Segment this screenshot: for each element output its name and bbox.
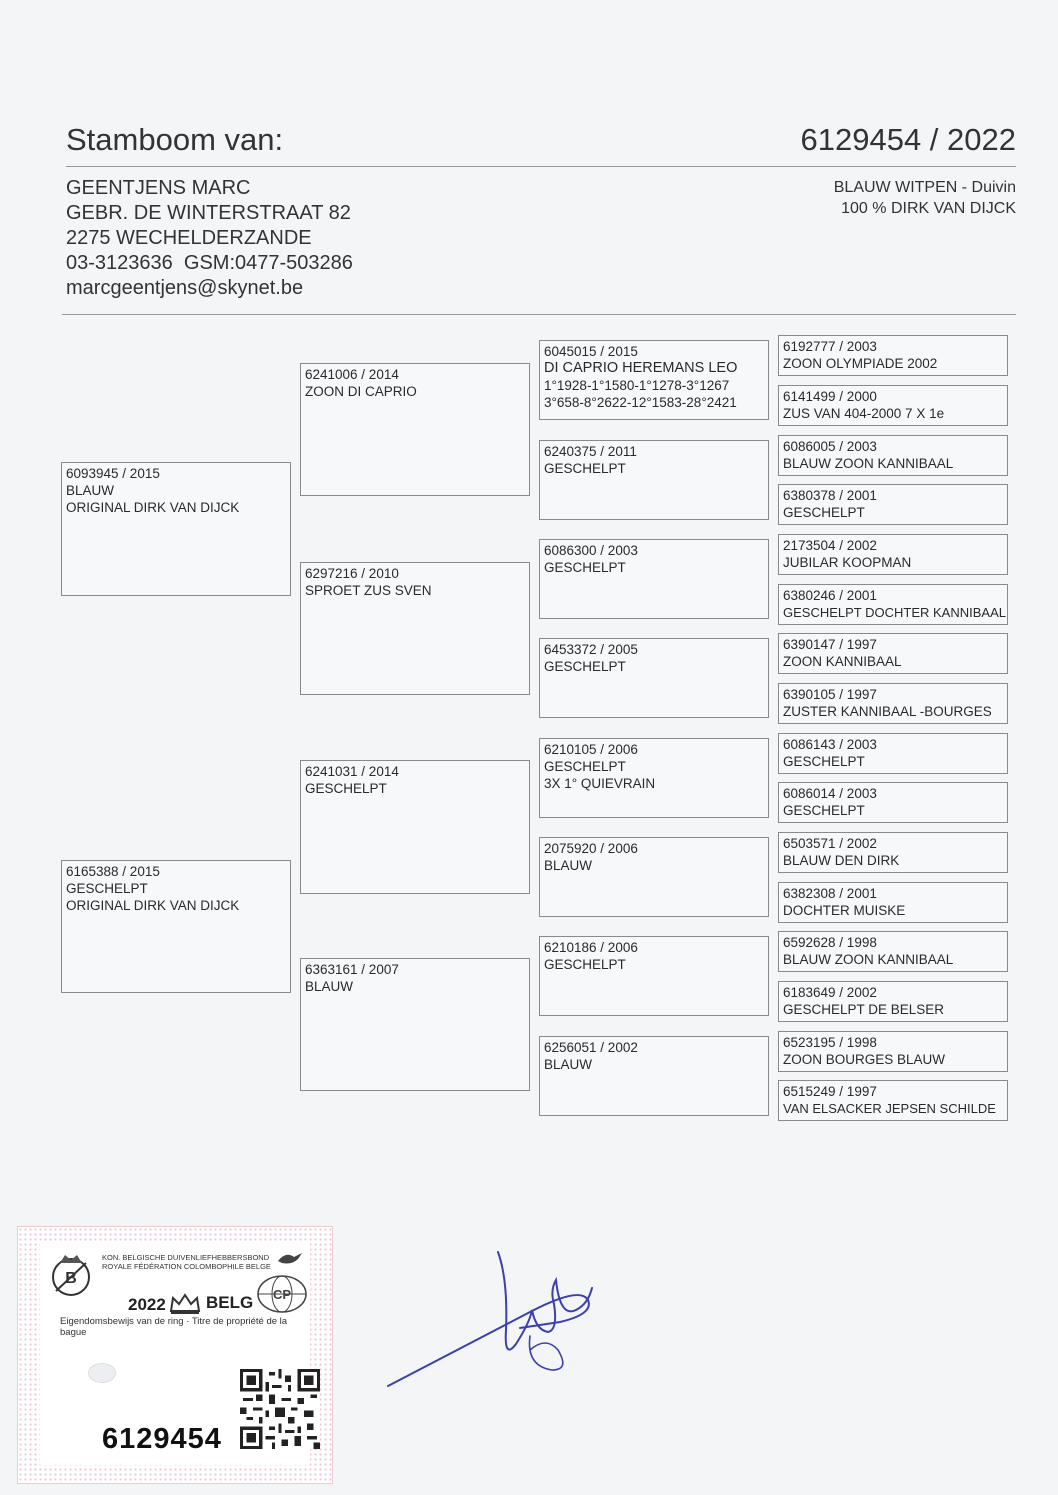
pedigree-box-great-great-grandparent xyxy=(778,385,1008,426)
ring-number: 2173504 / 2002 xyxy=(783,538,877,553)
box-line: DI CAPRIO HEREMANS LEO xyxy=(544,360,738,376)
ring-number: 6210186 / 2006 xyxy=(544,940,638,955)
pedigree-box-great-great-grandparent xyxy=(778,584,1008,625)
pedigree-box-great-great-grandparent xyxy=(778,882,1008,923)
ring-caption: Eigendomsbewijs van de ring · Titre de propriété de la bague xyxy=(60,1316,288,1338)
ring-number: 6210105 / 2006 xyxy=(544,742,638,757)
pedigree-box-great-great-grandparent xyxy=(778,931,1008,972)
ring-number: 6380246 / 2001 xyxy=(783,588,877,603)
box-line: ZOON DI CAPRIO xyxy=(305,384,417,399)
ring-number: 6256051 / 2002 xyxy=(544,1040,638,1055)
box-line: GESCHELPT xyxy=(783,505,865,520)
pedigree-box-great-great-grandparent xyxy=(778,1080,1008,1121)
pedigree-box-great-grandparent xyxy=(539,837,769,917)
crown-icon xyxy=(168,1291,202,1315)
box-line: JUBILAR KOOPMAN xyxy=(783,555,912,570)
ring-number: 6183649 / 2002 xyxy=(783,985,877,1000)
pedigree-box-great-grandparent xyxy=(539,936,769,1016)
ring-number: 6086300 / 2003 xyxy=(544,543,638,558)
ring-card-inner xyxy=(40,1241,310,1465)
pedigree-box-great-great-grandparent xyxy=(778,782,1008,823)
pedigree-box-grandparent xyxy=(300,562,530,695)
box-line: ZUSTER KANNIBAAL -BOURGES xyxy=(783,704,992,719)
signature xyxy=(380,1240,620,1390)
ring-number: 6086005 / 2003 xyxy=(783,439,877,454)
federation-names xyxy=(102,1253,271,1271)
ring-number: 6523195 / 1998 xyxy=(783,1035,877,1050)
owner-phone: 03-3123636 GSM:0477-503286 xyxy=(66,252,353,274)
pedigree-box-great-great-grandparent xyxy=(778,435,1008,476)
ring-card-punch-hole xyxy=(88,1363,116,1383)
pedigree-box-great-grandparent xyxy=(539,738,769,818)
box-line: ORIGINAL DIRK VAN DIJCK xyxy=(66,500,240,515)
box-line: 1°1928-1°1580-1°1278-3°1267 xyxy=(544,378,730,393)
ring-number: 6363161 / 2007 xyxy=(305,962,399,977)
ring-number: 6390147 / 1997 xyxy=(783,637,877,652)
pedigree-box-great-great-grandparent xyxy=(778,683,1008,724)
box-line: BLAUW xyxy=(66,483,115,498)
ring-ownership-card xyxy=(17,1226,333,1484)
box-line: SPROET ZUS SVEN xyxy=(305,583,432,598)
ring-number: 6086014 / 2003 xyxy=(783,786,877,801)
federation-logo-letter: B xyxy=(65,1270,77,1287)
ring-number: 6086143 / 2003 xyxy=(783,737,877,752)
box-line: BLAUW xyxy=(544,858,593,873)
pigeon-color-sex: BLAUW WITPEN - Duivin xyxy=(833,179,1016,196)
pedigree-box-great-great-grandparent xyxy=(778,335,1008,376)
pedigree-box-parent xyxy=(61,860,291,993)
pigeon-ring-title: 6129454 / 2022 xyxy=(800,122,1016,157)
ring-number: 6515249 / 1997 xyxy=(783,1084,877,1099)
ring-number: 6192777 / 2003 xyxy=(783,339,877,354)
pedigree-box-grandparent xyxy=(300,760,530,894)
box-line: GESCHELPT xyxy=(305,781,387,796)
box-line: DOCHTER MUISKE xyxy=(783,903,906,918)
ring-number: 6141499 / 2000 xyxy=(783,389,877,404)
ring-number: 6241031 / 2014 xyxy=(305,764,399,779)
pedigree-box-great-grandparent xyxy=(539,638,769,718)
ring-country: BELG xyxy=(206,1293,254,1312)
pedigree-box-great-grandparent xyxy=(539,1036,769,1116)
owner-block xyxy=(66,176,353,301)
box-line: ORIGINAL DIRK VAN DIJCK xyxy=(66,898,240,913)
box-line: ZOON OLYMPIADE 2002 xyxy=(783,356,938,371)
owner-name: GEENTJENS MARC xyxy=(66,177,251,199)
box-line: GESCHELPT DE BELSER xyxy=(783,1002,945,1017)
pigeon-info xyxy=(834,177,1016,219)
pedigree-box-great-grandparent xyxy=(539,440,769,520)
ring-number: 6380378 / 2001 xyxy=(783,488,877,503)
box-line: GESCHELPT xyxy=(544,461,626,476)
pedigree-box-great-great-grandparent xyxy=(778,633,1008,674)
box-line: GESCHELPT xyxy=(783,754,865,769)
pedigree-box-great-great-grandparent xyxy=(778,534,1008,575)
pigeon-origin: 100 % DIRK VAN DIJCK xyxy=(841,200,1016,217)
box-line: GESCHELPT xyxy=(544,759,626,774)
box-line: 3X 1° QUIEVRAIN xyxy=(544,776,656,791)
owner-city: 2275 WECHELDERZANDE xyxy=(66,227,312,249)
pedigree-box-great-great-grandparent xyxy=(778,1031,1008,1072)
box-line: ZOON KANNIBAAL xyxy=(783,654,902,669)
pedigree-box-grandparent xyxy=(300,363,530,496)
ring-number: 6382308 / 2001 xyxy=(783,886,877,901)
ring-number: 6093945 / 2015 xyxy=(66,466,160,481)
box-line: GESCHELPT xyxy=(783,803,865,818)
federation-name-nl: KON. BELGISCHE DUIVENLIEFHEBBERSBOND xyxy=(102,1253,270,1262)
box-line: BLAUW ZOON KANNIBAAL xyxy=(783,456,954,471)
box-line: GESCHELPT xyxy=(544,560,626,575)
owner-rule xyxy=(62,314,1016,315)
ring-number: 6297216 / 2010 xyxy=(305,566,399,581)
globe-logo-letters: CP xyxy=(272,1287,292,1302)
box-line: VAN ELSACKER JEPSEN SCHILDE xyxy=(783,1101,996,1116)
owner-email: marcgeentjens@skynet.be xyxy=(66,277,304,299)
box-line: BLAUW ZOON KANNIBAAL xyxy=(783,952,954,967)
qr-code-icon xyxy=(240,1369,320,1449)
pedigree-box-parent xyxy=(61,462,291,596)
pedigree-box-grandparent xyxy=(300,958,530,1091)
ring-year: 2022 xyxy=(128,1295,166,1314)
ring-card-number: 6129454 xyxy=(102,1423,222,1455)
ring-number: 6240375 / 2011 xyxy=(544,444,637,459)
ring-number: 6390105 / 1997 xyxy=(783,687,877,702)
box-line: GESCHELPT xyxy=(66,881,148,896)
globe-logo-icon xyxy=(256,1273,308,1315)
pedigree-box-great-great-grandparent xyxy=(778,832,1008,873)
box-line: ZUS VAN 404-2000 7 X 1e xyxy=(783,406,945,421)
pedigree-box-great-great-grandparent xyxy=(778,484,1008,525)
pedigree-box-great-great-grandparent xyxy=(778,981,1008,1022)
box-line: GESCHELPT DOCHTER KANNIBAAL xyxy=(783,605,1006,620)
ring-number: 6241006 / 2014 xyxy=(305,367,399,382)
ring-number: 6165388 / 2015 xyxy=(66,864,160,879)
ring-number: 6453372 / 2005 xyxy=(544,642,638,657)
ring-number: 6503571 / 2002 xyxy=(783,836,877,851)
box-line: GESCHELPT xyxy=(544,957,626,972)
box-line: 3°658-8°2622-12°1583-28°2421 xyxy=(544,395,737,410)
ring-number: 6592628 / 1998 xyxy=(783,935,877,950)
header-rule xyxy=(66,166,1016,167)
box-line: GESCHELPT xyxy=(544,659,626,674)
pedigree-box-great-grandparent xyxy=(539,340,769,420)
pigeon-icon xyxy=(276,1249,306,1267)
federation-name-fr: ROYALE FÉDÉRATION COLOMBOPHILE BELGE xyxy=(102,1262,271,1271)
ring-number: 6045015 / 2015 xyxy=(544,344,638,359)
pedigree-box-great-great-grandparent xyxy=(778,733,1008,774)
box-line: BLAUW xyxy=(305,979,354,994)
owner-street: GEBR. DE WINTERSTRAAT 82 xyxy=(66,202,351,224)
box-line: ZOON BOURGES BLAUW xyxy=(783,1052,946,1067)
box-line: BLAUW DEN DIRK xyxy=(783,853,900,868)
page-title: Stamboom van: xyxy=(66,122,284,157)
federation-logo-icon xyxy=(48,1249,94,1299)
ring-number: 2075920 / 2006 xyxy=(544,841,638,856)
pedigree-box-great-grandparent xyxy=(539,539,769,619)
box-line: BLAUW xyxy=(544,1057,593,1072)
